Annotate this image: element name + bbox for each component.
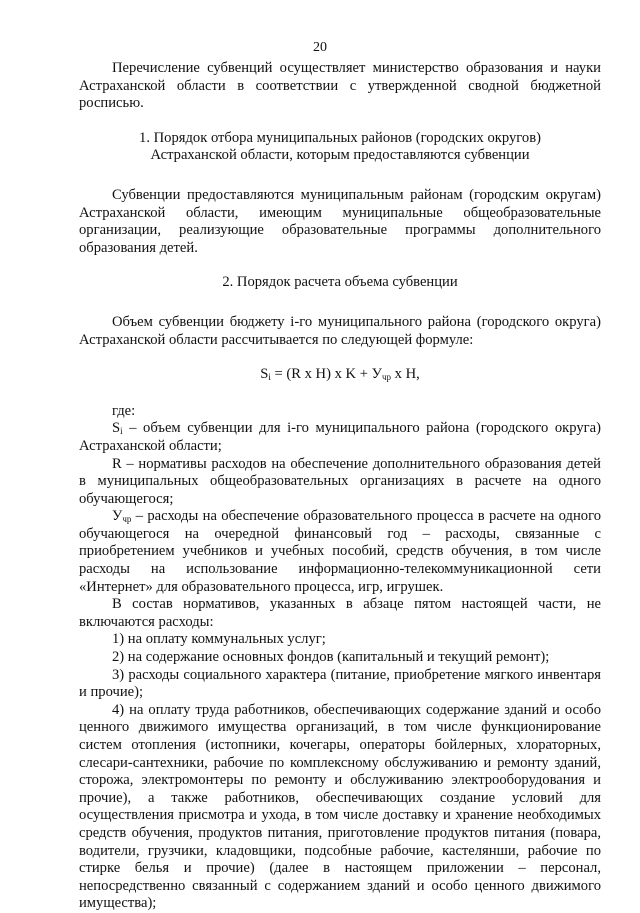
section-1-heading-line-1: 1. Порядок отбора муниципальных районов (городских округов) — [139, 129, 541, 146]
definition-u — [79, 508, 601, 596]
definition-si-text: – объем субвенции для i-го муниципального района (городского округа) Астраханской области; — [79, 420, 601, 454]
exclusion-item: 2) на содержание основных фондов (капитальный и текущий ремонт); — [112, 649, 550, 666]
definition-si-symbol: S — [112, 420, 121, 437]
definition-u-subscript: чр — [122, 514, 132, 525]
section-2-heading: 2. Порядок расчета объема субвенции — [222, 274, 458, 291]
formula-s-subscript: i — [268, 372, 271, 383]
definition-u-text: – расходы на обеспечение образовательного процесса в расчете на одного обучающегося на очередной финансовый год – расходы, связанные с приобретением учебников и учебных пособий, средств обучения, в том числе расходы на использование информационно-телекоммуникационной сети «Интернет» для образовательного процесса, игр, игрушек. — [79, 508, 601, 595]
formula-s: S — [260, 366, 269, 383]
document-body — [79, 60, 601, 913]
subvention-formula — [79, 366, 601, 384]
page-number: 20 — [313, 40, 327, 55]
definition-si — [79, 420, 601, 455]
definition-si-subscript: i — [120, 426, 123, 437]
definition-u-symbol: У — [112, 508, 123, 525]
exclusion-item: 3) расходы социального характера (питание, приобретение мягкого инвентаря и прочие); — [79, 666, 601, 701]
exclusion-item: 4) на оплату труда работников, обеспечивающих содержание зданий и особо ценного движимого имущества организаций, в том числе функционирование систем отопления (истопники, кочегары, операторы бойлерных, хлораторных, слесари-сантехники, рабочие по комплексному обслуживанию и ремонту зданий, сторожа, электромонтеры по ремонту и обслуживанию электрооборудования и прочие), а также работников, обеспечивающих создание условий для осуществления присмотра и ухода, в том числе доставку и хранение необходимых средств обучения, продуктов питания, приготовление продуктов питания (повара, водители, грузчики, кладовщики, подсобные рабочие, кастелянши, рабочие по стирке белья и прочие) (далее в настоящем приложении – персонал, непосредственно связанный с содержанием зданий и особо ценного движимого имущества); — [79, 701, 601, 912]
formula-u-subscript: чр — [381, 372, 391, 383]
where-label: где: — [112, 402, 136, 419]
exclusions-intro: В состав нормативов, указанных в абзаце пятом настоящей части, не включаются расходы: — [79, 596, 601, 630]
definition-r: R – нормативы расходов на обеспечение дополнительного образования детей в муниципальных общеобразовательных организациях в расчете на одного обучающегося; — [79, 455, 601, 507]
section-2-paragraph: Объем субвенции бюджету i-го муниципального района (городского округа) Астраханской области рассчитывается по следующей формуле: — [79, 313, 601, 348]
section-1-paragraph: Субвенции предоставляются муниципальным районам (городским округам) Астраханской области, имеющим муниципальные общеобразовательные организации, реализующие образовательные программы дополнительного образования детей. — [79, 186, 601, 256]
formula-middle: = (R x H) x K + У — [270, 366, 382, 383]
intro-paragraph: Перечисление субвенций осуществляет министерство образования и науки Астраханской области в соответствии с утвержденной сводной бюджетной росписью. — [79, 60, 601, 112]
section-1-heading-line-2: Астраханской области, которым предоставляются субвенции — [150, 147, 530, 164]
exclusion-item: 1) на оплату коммунальных услуг; — [112, 631, 326, 648]
formula-end: x H, — [390, 366, 420, 383]
section-1-heading — [79, 130, 601, 165]
